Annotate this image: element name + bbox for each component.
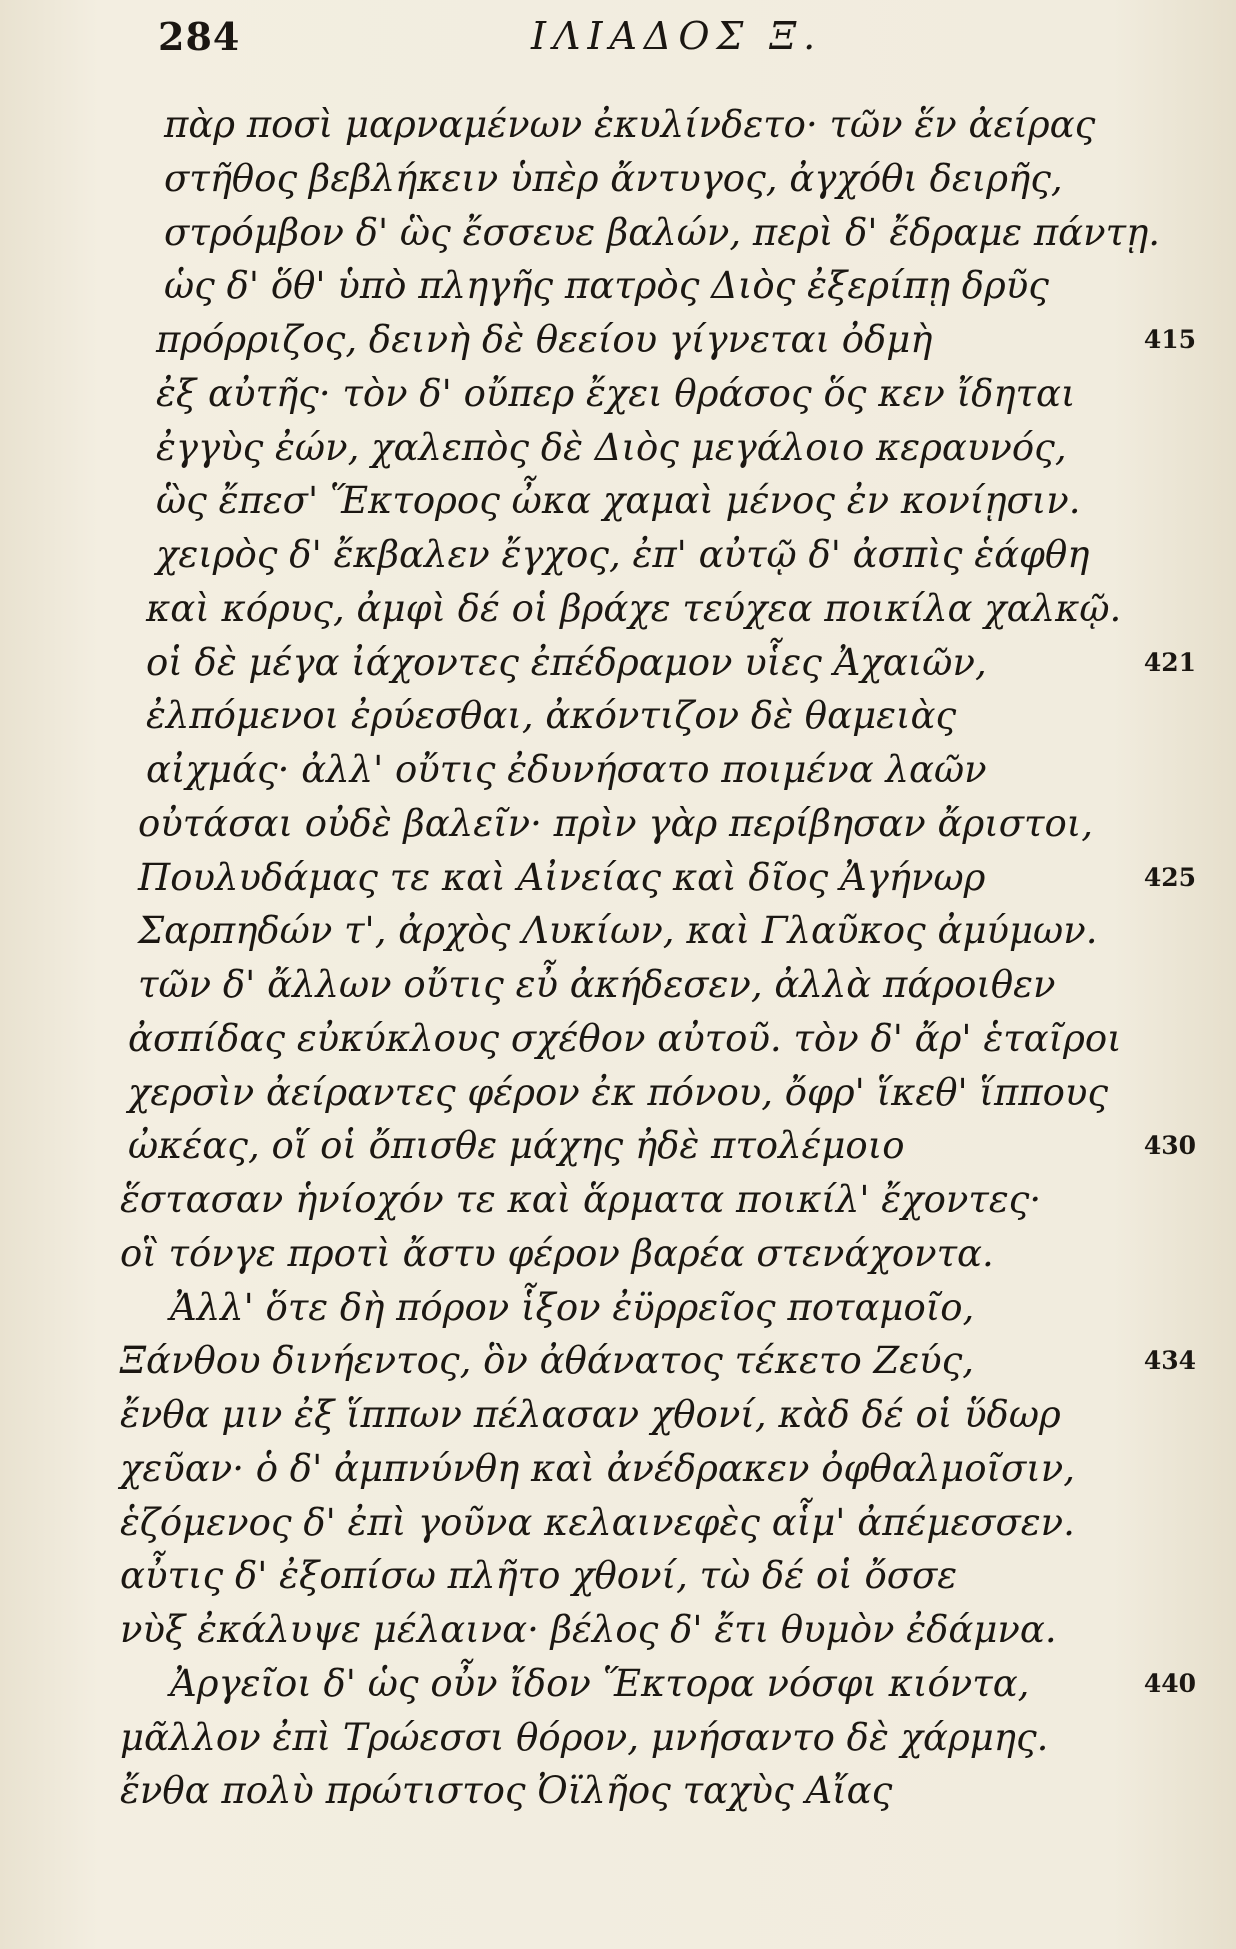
verse-line (120, 1066, 1196, 1120)
verse-line (120, 1711, 1196, 1765)
verse-line (120, 1388, 1196, 1442)
verse-line (120, 582, 1196, 636)
verse-line (120, 98, 1196, 152)
verse-block (120, 98, 1196, 1818)
verse-text: ἔνθα μιν ἐξ ἵππων πέλασαν χθονί, κὰδ δέ οἱ ὕδωρ (120, 1393, 1061, 1436)
verse-line (120, 797, 1196, 851)
verse-text: ἔνθα πολὺ πρώτιστος Ὀϊλῆος ταχὺς Αἴας (120, 1769, 893, 1813)
verse-line (120, 904, 1196, 958)
line-number: 440 (1143, 1668, 1196, 1698)
line-number: 434 (1143, 1346, 1196, 1376)
verse-line (120, 1119, 1196, 1173)
verse-text: Πουλυδάμας τε καὶ Αἰνείας καὶ δῖος Ἀγήνωρ (138, 855, 986, 899)
verse-text: πὰρ ποσὶ μαρναμένων ἐκυλίνδετο· τῶν ἕν ἀείρας (164, 103, 1096, 146)
verse-line (120, 1442, 1196, 1496)
verse-line (120, 851, 1196, 905)
verse-line (120, 1764, 1196, 1818)
verse-text: ὡς δ' ὅθ' ὑπὸ πληγῆς πατρὸς Διὸς ἐξερίπῃ δρῦς (164, 264, 1050, 308)
verse-text: ἀσπίδας εὐκύκλους σχέθον αὐτοῦ. τὸν δ' ἄρ' ἑταῖροι (128, 1016, 1122, 1060)
verse-line (120, 1281, 1196, 1335)
verse-line (120, 421, 1196, 475)
line-number: 425 (1143, 862, 1196, 892)
verse-line (120, 259, 1196, 313)
verse-text: οἳ τόνγε προτὶ ἄστυ φέρον βαρέα στενάχοντα. (120, 1231, 994, 1275)
verse-line (120, 1334, 1196, 1388)
verse-text: νὺξ ἐκάλυψε μέλαινα· βέλος δ' ἔτι θυμὸν ἐδάμνα. (120, 1608, 1057, 1651)
verse-line (120, 367, 1196, 421)
verse-text: ἐλπόμενοι ἐρύεσθαι, ἀκόντιζον δὲ θαμειὰς (146, 694, 957, 738)
verse-text: Ἀργεῖοι δ' ὡς οὖν ἴδον Ἕκτορα νόσφι κιόντα, (170, 1661, 1030, 1705)
verse-line (120, 958, 1196, 1012)
verse-text: Σαρπηδών τ', ἀρχὸς Λυκίων, καὶ Γλαῦκος ἀμύμων. (138, 909, 1098, 953)
verse-line (120, 528, 1196, 582)
verse-line (120, 474, 1196, 528)
verse-line (120, 152, 1196, 206)
verse-line (120, 1549, 1196, 1603)
verse-text: στρόμβον δ' ὣς ἔσσευε βαλών, περὶ δ' ἔδραμε πάντῃ. (164, 210, 1161, 254)
verse-line (120, 1012, 1196, 1066)
verse-text: ἐξ αὐτῆς· τὸν δ' οὔπερ ἔχει θράσος ὅς κεν ἴδηται (156, 371, 1076, 415)
running-title: ΙΛΙΑΔΟΣ Ξ. (531, 14, 823, 58)
verse-line (120, 636, 1196, 690)
page-number: 284 (158, 14, 241, 59)
verse-line (120, 1227, 1196, 1281)
verse-text: χεῦαν· ὁ δ' ἀμπνύνθη καὶ ἀνέδρακεν ὀφθαλμοῖσιν, (120, 1446, 1076, 1490)
verse-text: Ἀλλ' ὅτε δὴ πόρον ἷξον ἐϋρρεῖος ποταμοῖο, (170, 1285, 975, 1329)
verse-text: ἐγγὺς ἐών, χαλεπὸς δὲ Διὸς μεγάλοιο κεραυνός, (156, 425, 1067, 469)
verse-text: καὶ κόρυς, ἀμφὶ δέ οἱ βράχε τεύχεα ποικίλα χαλκῷ. (146, 586, 1122, 630)
verse-line (120, 743, 1196, 797)
line-number: 430 (1143, 1131, 1196, 1161)
verse-text: Ξάνθου δινήεντος, ὃν ἀθάνατος τέκετο Ζεύς, (120, 1339, 975, 1383)
verse-text: πρόρριζος, δεινὴ δὲ θεείου γίγνεται ὀδμὴ (156, 318, 933, 361)
verse-line (120, 689, 1196, 743)
verse-line (120, 1603, 1196, 1657)
verse-text: χερσὶν ἀείραντες φέρον ἐκ πόνου, ὄφρ' ἵκεθ' ἵππους (128, 1070, 1109, 1114)
page-header (158, 14, 1176, 62)
verse-line (120, 1173, 1196, 1227)
verse-text: ἕστασαν ἡνίοχόν τε καὶ ἅρματα ποικίλ' ἔχοντες· (120, 1178, 1042, 1221)
verse-text: τῶν δ' ἄλλων οὔτις εὖ ἀκήδεσεν, ἀλλὰ πάροιθεν (138, 963, 1056, 1006)
verse-text: οὐτάσαι οὐδὲ βαλεῖν· πρὶν γὰρ περίβησαν ἄριστοι, (138, 801, 1094, 845)
verse-text: ὠκέας, οἵ οἱ ὄπισθε μάχης ἠδὲ πτολέμοιο (128, 1124, 905, 1168)
verse-text: ὣς ἔπεσ' Ἕκτορος ὦκα χαμαὶ μένος ἐν κονίῃσιν. (156, 479, 1081, 523)
verse-text: αὖτις δ' ἐξοπίσω πλῆτο χθονί, τὼ δέ οἱ ὄσσε (120, 1554, 958, 1598)
verse-line (120, 206, 1196, 260)
verse-text: στῆθος βεβλήκειν ὑπὲρ ἄντυγος, ἀγχόθι δειρῆς, (164, 156, 1063, 200)
line-number: 421 (1143, 647, 1196, 677)
verse-line (120, 313, 1196, 367)
verse-text: αἰχμάς· ἀλλ' οὔτις ἐδυνήσατο ποιμένα λαῶν (146, 748, 987, 791)
verse-text: ἑζόμενος δ' ἐπὶ γοῦνα κελαινεφὲς αἷμ' ἀπέμεσσεν. (120, 1500, 1075, 1544)
verse-text: μᾶλλον ἐπὶ Τρώεσσι θόρον, μνήσαντο δὲ χάρμης. (120, 1715, 1049, 1759)
verse-text: οἱ δὲ μέγα ἰάχοντες ἐπέδραμον υἷες Ἀχαιῶν, (146, 640, 987, 684)
verse-text: χειρὸς δ' ἔκβαλεν ἔγχος, ἐπ' αὐτῷ δ' ἀσπὶς ἑάφθη (156, 533, 1090, 576)
line-number: 415 (1143, 325, 1196, 354)
verse-line (120, 1496, 1196, 1550)
verse-line (120, 1657, 1196, 1711)
